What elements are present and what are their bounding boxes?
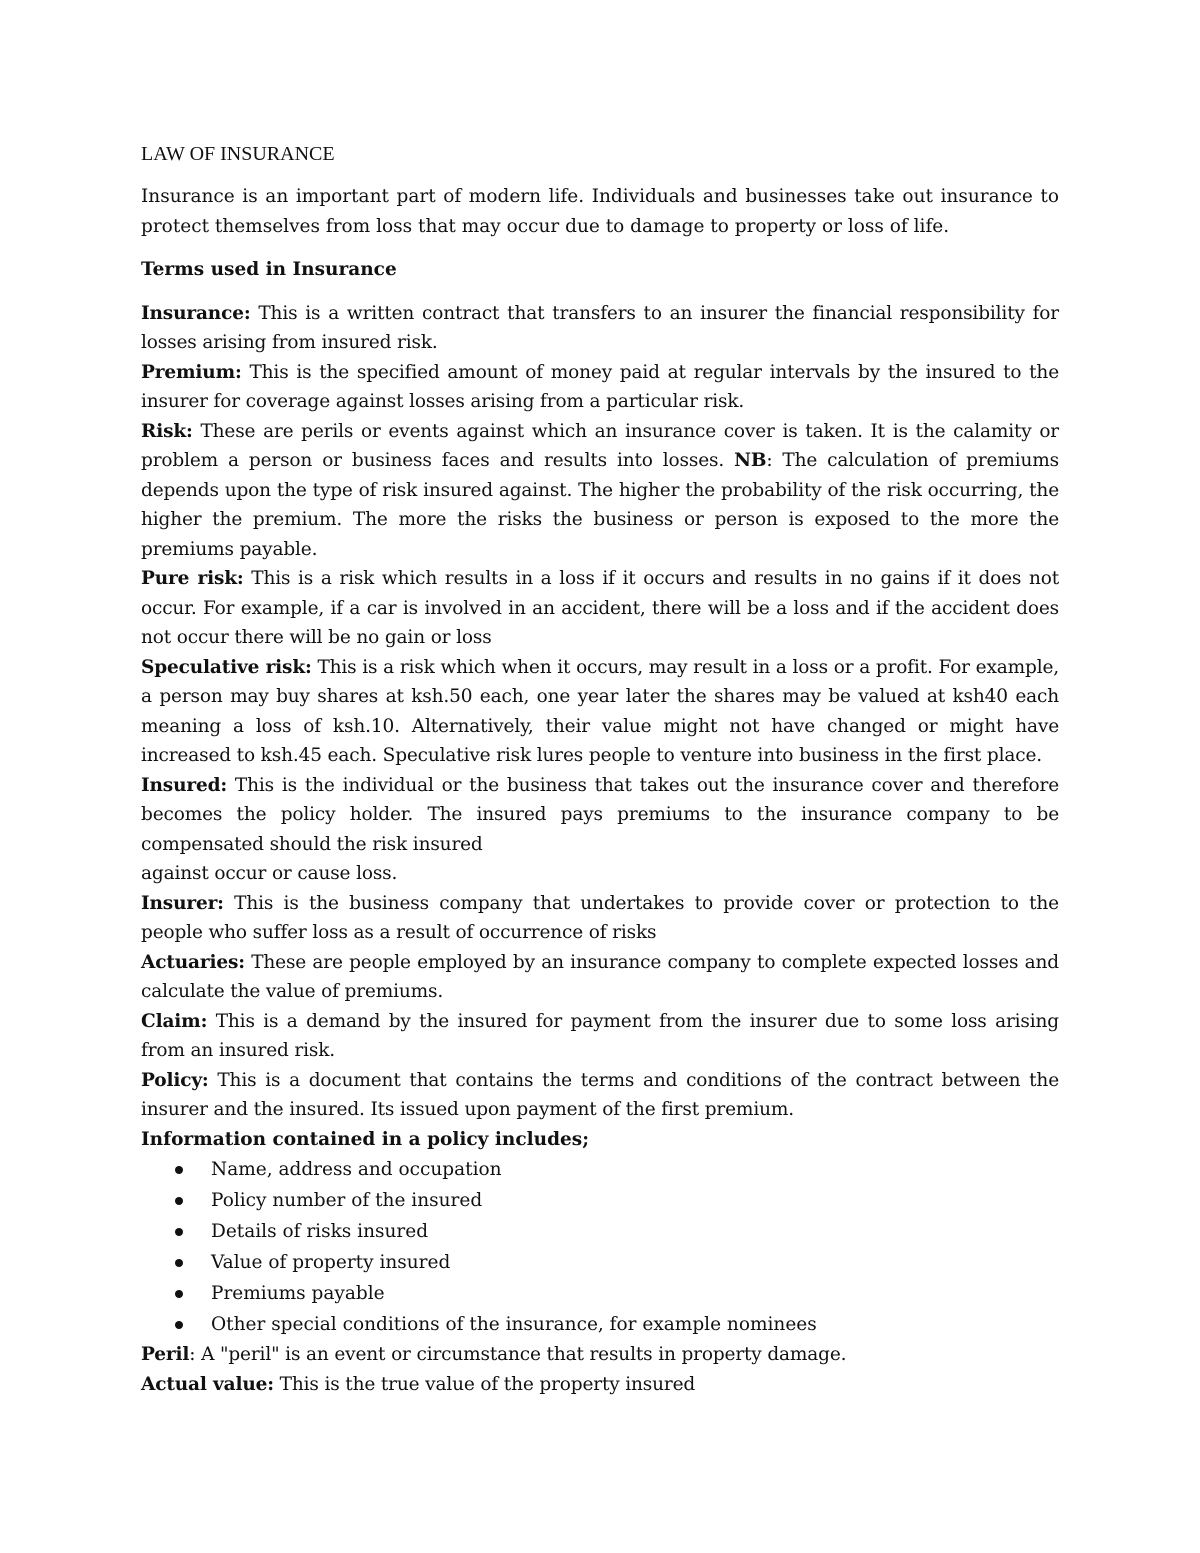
term-definition: These are people employed by an insurance company to complete expected losses and calculate the value of premiums. — [141, 951, 1059, 1002]
term-label: Actuaries: — [141, 951, 245, 973]
bullet-icon — [175, 1321, 183, 1329]
term-insured — [141, 771, 1059, 860]
list-item-text: Policy number of the insured — [211, 1190, 483, 1211]
term-label: Pure risk: — [141, 568, 244, 589]
document-title: LAW OF INSURANCE — [141, 143, 335, 165]
bullet-icon — [175, 1197, 183, 1205]
list-item — [171, 1247, 1059, 1278]
list-item — [171, 1309, 1059, 1340]
term-premium — [141, 358, 1059, 417]
bullet-icon — [175, 1166, 183, 1174]
section-heading: Terms used in Insurance — [141, 259, 397, 280]
term-definition: This is a document that contains the terms and conditions of the contract between the insurer and the insured. Its issued upon payment of the first premium. — [141, 1069, 1059, 1120]
term-definition: This is a demand by the insured for payment from the insurer due to some loss arising from an insured risk. — [141, 1010, 1059, 1061]
term-pure-risk — [141, 564, 1059, 653]
term-definition: This is a written contract that transfers to an insurer the financial responsibility for losses arising from insured risk. — [141, 302, 1059, 353]
term-insurer — [141, 889, 1059, 948]
list-item — [171, 1154, 1059, 1185]
term-peril — [141, 1340, 1059, 1370]
term-risk — [141, 417, 1059, 565]
policy-info-list — [141, 1154, 1059, 1340]
term-label: Peril — [141, 1344, 190, 1365]
list-item — [171, 1216, 1059, 1247]
bullet-icon — [175, 1259, 183, 1267]
term-definition: This is the business company that undertakes to provide cover or protection to the people who suffer loss as a result of occurrence of risks — [141, 892, 1059, 943]
term-definition: This is the specified amount of money paid at regular intervals by the insured to the insurer for coverage against losses arising from a particular risk. — [141, 361, 1059, 412]
bullet-icon — [175, 1228, 183, 1236]
list-item — [171, 1185, 1059, 1216]
document-page — [141, 140, 1059, 1399]
term-claim — [141, 1007, 1059, 1066]
nb-text: : The calculation of premiums depends upon the type of risk insured against. The higher the probability of the risk occurring, the higher the premium. The more the risks the business or person is exposed to the more the premiums payable. — [141, 450, 1059, 560]
list-item-text: Premiums payable — [211, 1283, 385, 1304]
term-label: Premium: — [141, 361, 242, 383]
term-label: Actual value: — [141, 1373, 274, 1395]
intro-paragraph: Insurance is an important part of modern life. Individuals and businesses take out insurance to protect themselves from loss that may occur due to damage to property or loss of life. — [141, 186, 1059, 237]
term-label: Risk: — [141, 420, 193, 442]
term-label: Insured: — [141, 774, 228, 796]
term-insured-continuation: against occur or cause loss. — [141, 863, 398, 884]
term-definition: This is a risk which results in a loss if it occurs and results in no gains if it does not occur. For example, if a car is involved in an accident, there will be a loss and if the accident does not occur there will be no gain or loss — [141, 568, 1059, 648]
term-label: Insurance: — [141, 302, 251, 324]
term-label: Policy: — [141, 1069, 209, 1091]
term-actual-value — [141, 1370, 1059, 1400]
list-item — [171, 1278, 1059, 1309]
list-item-text: Value of property insured — [211, 1252, 451, 1273]
term-label: Insurer: — [141, 892, 224, 914]
term-definition: This is a risk which when it occurs, may result in a loss or a profit. For example, a person may buy shares at ksh.50 each, one year later the shares may be valued at ksh40 each meaning a loss of ksh.10. Alternatively, their value might not have changed or might have increased to ksh.45 each. Speculative risk lures people to venture into business in the first place. — [141, 656, 1059, 766]
term-insurance — [141, 299, 1059, 358]
term-definition: These are perils or events against which an insurance cover is taken. It is the calamity or problem a person or business faces and results into losses. — [141, 420, 1059, 471]
nb-label: NB — [734, 450, 767, 471]
list-item-text: Details of risks insured — [211, 1221, 429, 1242]
list-item-text: Other special conditions of the insurance, for example nominees — [211, 1314, 817, 1335]
term-definition: This is the true value of the property insured — [273, 1373, 696, 1395]
term-policy — [141, 1066, 1059, 1125]
term-speculative-risk — [141, 653, 1059, 771]
term-definition: : A "peril" is an event or circumstance that results in property damage. — [189, 1344, 847, 1365]
term-label: Speculative risk: — [141, 656, 312, 678]
bullet-icon — [175, 1290, 183, 1298]
term-actuaries — [141, 948, 1059, 1007]
policy-info-heading: Information contained in a policy includes; — [141, 1128, 590, 1150]
term-label: Claim: — [141, 1010, 208, 1032]
term-definition: This is the individual or the business that takes out the insurance cover and therefore becomes the policy holder. The insured pays premiums to the insurance company to be compensated should the risk insured — [141, 774, 1059, 855]
list-item-text: Name, address and occupation — [211, 1159, 502, 1180]
